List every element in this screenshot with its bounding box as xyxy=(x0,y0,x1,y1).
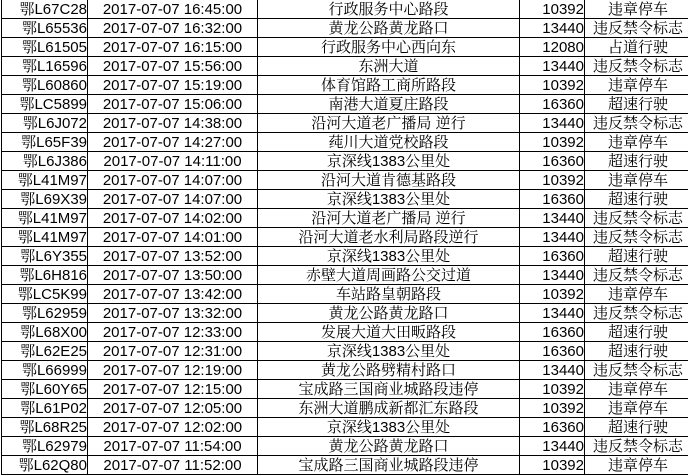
cell-violation-location[interactable]: 沿河大道老广播局 逆行 xyxy=(258,114,520,133)
cell-license-plate[interactable]: 鄂L6J386 xyxy=(2,152,88,171)
cell-violation-location[interactable]: 黄龙公路黄龙路口 xyxy=(258,19,520,38)
cell-violation-type[interactable]: 违章停车 xyxy=(585,171,688,190)
cell-license-plate[interactable]: 鄂L65F39 xyxy=(2,133,88,152)
cell-license-plate[interactable]: 鄂LC5K99 xyxy=(2,285,88,304)
cell-violation-time[interactable]: 2017-07-07 12:02:00 xyxy=(88,418,258,437)
cell-violation-time[interactable]: 2017-07-07 13:42:00 xyxy=(88,285,258,304)
cell-device-code[interactable]: 13440 xyxy=(520,19,585,38)
cell-device-code[interactable]: 13440 xyxy=(520,57,585,76)
cell-license-plate[interactable]: 鄂L62959 xyxy=(2,304,88,323)
cell-device-code[interactable]: 10392 xyxy=(520,0,585,19)
cell-violation-time[interactable]: 2017-07-07 15:19:00 xyxy=(88,76,258,95)
cell-violation-type[interactable]: 违反禁令标志 xyxy=(585,437,688,456)
cell-device-code[interactable]: 10392 xyxy=(520,285,585,304)
cell-violation-time[interactable]: 2017-07-07 14:02:00 xyxy=(88,209,258,228)
cell-violation-location[interactable]: 宝成路三国商业城路段违停 xyxy=(258,380,520,399)
cell-license-plate[interactable]: 鄂L66999 xyxy=(2,361,88,380)
cell-device-code[interactable]: 16360 xyxy=(520,247,585,266)
cell-violation-location[interactable]: 黄龙公路黄龙路口 xyxy=(258,304,520,323)
table-row xyxy=(2,247,688,266)
cell-violation-type[interactable]: 超速行驶 xyxy=(585,152,688,171)
cell-violation-location[interactable]: 发展大道大田畈路段 xyxy=(258,323,520,342)
cell-violation-type[interactable]: 超速行驶 xyxy=(585,190,688,209)
cell-violation-location[interactable]: 赤壁大道周画路公交过道 xyxy=(258,266,520,285)
cell-license-plate[interactable]: 鄂L41M97 xyxy=(2,209,88,228)
cell-violation-location[interactable]: 体育馆路工商所路段 xyxy=(258,76,520,95)
table-row xyxy=(2,209,688,228)
cell-device-code[interactable]: 13440 xyxy=(520,437,585,456)
cell-violation-type[interactable]: 违章停车 xyxy=(585,285,688,304)
cell-violation-time[interactable]: 2017-07-07 12:33:00 xyxy=(88,323,258,342)
cell-violation-location[interactable]: 行政服务中心西向东 xyxy=(258,38,520,57)
cell-license-plate[interactable]: 鄂L16596 xyxy=(2,57,88,76)
cell-violation-location[interactable]: 沿河大道老广播局 逆行 xyxy=(258,209,520,228)
cell-violation-type[interactable]: 违反禁令标志 xyxy=(585,266,688,285)
table-row xyxy=(2,437,688,456)
cell-violation-time[interactable]: 2017-07-07 12:31:00 xyxy=(88,342,258,361)
cell-violation-time[interactable]: 2017-07-07 12:05:00 xyxy=(88,399,258,418)
cell-violation-location[interactable]: 京深线1383公里处 xyxy=(258,190,520,209)
cell-violation-location[interactable]: 车站路皇朝路段 xyxy=(258,285,520,304)
cell-violation-type[interactable]: 违章停车 xyxy=(585,399,688,418)
cell-violation-time[interactable]: 2017-07-07 15:06:00 xyxy=(88,95,258,114)
cell-license-plate[interactable]: 鄂L68X00 xyxy=(2,323,88,342)
cell-violation-type[interactable]: 超速行驶 xyxy=(585,323,688,342)
violations-sheet xyxy=(1,0,688,475)
cell-violation-type[interactable]: 超速行驶 xyxy=(585,418,688,437)
cell-violation-type[interactable]: 违章停车 xyxy=(585,456,688,475)
cell-violation-type[interactable]: 违反禁令标志 xyxy=(585,57,688,76)
cell-device-code[interactable]: 16360 xyxy=(520,152,585,171)
table-row xyxy=(2,133,688,152)
table-row xyxy=(2,361,688,380)
table-row xyxy=(2,38,688,57)
cell-violation-location[interactable]: 宝成路三国商业城路段违停 xyxy=(258,456,520,475)
cell-violation-time[interactable]: 2017-07-07 14:01:00 xyxy=(88,228,258,247)
cell-violation-location[interactable]: 黄龙公路劈精村路口 xyxy=(258,361,520,380)
cell-device-code[interactable]: 10392 xyxy=(520,380,585,399)
cell-violation-location[interactable]: 东洲大道 xyxy=(258,57,520,76)
cell-violation-time[interactable]: 2017-07-07 11:54:00 xyxy=(88,437,258,456)
cell-violation-type[interactable]: 违章停车 xyxy=(585,133,688,152)
cell-license-plate[interactable]: 鄂L60860 xyxy=(2,76,88,95)
cell-license-plate[interactable]: 鄂L62E25 xyxy=(2,342,88,361)
cell-device-code[interactable]: 13440 xyxy=(520,266,585,285)
violations-table-body xyxy=(2,0,688,475)
cell-violation-type[interactable]: 违反禁令标志 xyxy=(585,209,688,228)
table-row xyxy=(2,418,688,437)
cell-violation-type[interactable]: 违反禁令标志 xyxy=(585,114,688,133)
table-row xyxy=(2,228,688,247)
cell-violation-time[interactable]: 2017-07-07 16:15:00 xyxy=(88,38,258,57)
cell-device-code[interactable]: 10392 xyxy=(520,399,585,418)
cell-violation-time[interactable]: 2017-07-07 12:19:00 xyxy=(88,361,258,380)
cell-violation-time[interactable]: 2017-07-07 13:52:00 xyxy=(88,247,258,266)
table-row xyxy=(2,57,688,76)
table-row xyxy=(2,19,688,38)
cell-violation-location[interactable]: 京深线1383公里处 xyxy=(258,152,520,171)
cell-device-code[interactable]: 16360 xyxy=(520,342,585,361)
cell-violation-type[interactable]: 违章停车 xyxy=(585,0,688,19)
cell-violation-type[interactable]: 超速行驶 xyxy=(585,95,688,114)
cell-violation-type[interactable]: 违章停车 xyxy=(585,380,688,399)
cell-violation-type[interactable]: 违反禁令标志 xyxy=(585,361,688,380)
cell-license-plate[interactable]: 鄂L60Y65 xyxy=(2,380,88,399)
cell-device-code[interactable]: 16360 xyxy=(520,95,585,114)
cell-violation-location[interactable]: 行政服务中心路段 xyxy=(258,0,520,19)
cell-violation-time[interactable]: 2017-07-07 14:07:00 xyxy=(88,190,258,209)
cell-violation-time[interactable]: 2017-07-07 16:32:00 xyxy=(88,19,258,38)
table-row xyxy=(2,190,688,209)
cell-license-plate[interactable]: 鄂L41M97 xyxy=(2,171,88,190)
cell-violation-time[interactable]: 2017-07-07 12:15:00 xyxy=(88,380,258,399)
cell-violation-type[interactable]: 违反禁令标志 xyxy=(585,304,688,323)
cell-violation-time[interactable]: 2017-07-07 13:32:00 xyxy=(88,304,258,323)
cell-violation-location[interactable]: 京深线1383公里处 xyxy=(258,418,520,437)
cell-license-plate[interactable]: 鄂L69X39 xyxy=(2,190,88,209)
cell-device-code[interactable]: 10392 xyxy=(520,76,585,95)
cell-license-plate[interactable]: 鄂L6H816 xyxy=(2,266,88,285)
table-row xyxy=(2,323,688,342)
cell-violation-type[interactable]: 超速行驶 xyxy=(585,247,688,266)
cell-license-plate[interactable]: 鄂L6J072 xyxy=(2,114,88,133)
violations-table xyxy=(1,0,688,475)
cell-violation-location[interactable]: 南港大道夏庄路段 xyxy=(258,95,520,114)
cell-license-plate[interactable]: 鄂L62979 xyxy=(2,437,88,456)
cell-violation-location[interactable]: 黄龙公路黄龙路口 xyxy=(258,437,520,456)
cell-device-code[interactable]: 16360 xyxy=(520,323,585,342)
cell-violation-location[interactable]: 沿河大道肯德基路段 xyxy=(258,171,520,190)
cell-license-plate[interactable]: 鄂L41M97 xyxy=(2,228,88,247)
table-row xyxy=(2,0,688,19)
table-row xyxy=(2,285,688,304)
cell-license-plate[interactable]: 鄂L61P02 xyxy=(2,399,88,418)
table-row xyxy=(2,399,688,418)
cell-license-plate[interactable]: 鄂L62Q80 xyxy=(2,456,88,475)
cell-device-code[interactable]: 16360 xyxy=(520,418,585,437)
cell-device-code[interactable]: 13440 xyxy=(520,361,585,380)
cell-device-code[interactable]: 13440 xyxy=(520,209,585,228)
cell-violation-location[interactable]: 东洲大道鹏成新都汇东路段 xyxy=(258,399,520,418)
table-row xyxy=(2,152,688,171)
table-row xyxy=(2,76,688,95)
cell-license-plate[interactable]: 鄂L67C28 xyxy=(2,0,88,19)
table-row xyxy=(2,114,688,133)
cell-violation-time[interactable]: 2017-07-07 14:11:00 xyxy=(88,152,258,171)
cell-license-plate[interactable]: 鄂L61505 xyxy=(2,38,88,57)
cell-violation-type[interactable]: 超速行驶 xyxy=(585,342,688,361)
table-row xyxy=(2,266,688,285)
cell-device-code[interactable]: 10392 xyxy=(520,133,585,152)
table-row xyxy=(2,456,688,475)
cell-device-code[interactable]: 16360 xyxy=(520,190,585,209)
cell-license-plate[interactable]: 鄂LC5899 xyxy=(2,95,88,114)
cell-violation-location[interactable]: 京深线1383公里处 xyxy=(258,247,520,266)
cell-violation-type[interactable]: 违章停车 xyxy=(585,76,688,95)
cell-license-plate[interactable]: 鄂L6Y355 xyxy=(2,247,88,266)
table-row xyxy=(2,380,688,399)
cell-violation-time[interactable]: 2017-07-07 11:52:00 xyxy=(88,456,258,475)
cell-device-code[interactable]: 13440 xyxy=(520,228,585,247)
cell-violation-time[interactable]: 2017-07-07 16:45:00 xyxy=(88,0,258,19)
cell-violation-time[interactable]: 2017-07-07 15:56:00 xyxy=(88,57,258,76)
cell-device-code[interactable]: 13440 xyxy=(520,114,585,133)
cell-violation-time[interactable]: 2017-07-07 14:38:00 xyxy=(88,114,258,133)
cell-violation-type[interactable]: 违反禁令标志 xyxy=(585,228,688,247)
cell-violation-type[interactable]: 违反禁令标志 xyxy=(585,19,688,38)
cell-violation-time[interactable]: 2017-07-07 13:50:00 xyxy=(88,266,258,285)
cell-violation-time[interactable]: 2017-07-07 14:27:00 xyxy=(88,133,258,152)
cell-license-plate[interactable]: 鄂L68R25 xyxy=(2,418,88,437)
cell-device-code[interactable]: 10392 xyxy=(520,456,585,475)
cell-violation-location[interactable]: 莼川大道党校路段 xyxy=(258,133,520,152)
cell-device-code[interactable]: 12080 xyxy=(520,38,585,57)
cell-violation-time[interactable]: 2017-07-07 14:07:00 xyxy=(88,171,258,190)
cell-device-code[interactable]: 13440 xyxy=(520,304,585,323)
table-row xyxy=(2,304,688,323)
table-row xyxy=(2,171,688,190)
cell-device-code[interactable]: 10392 xyxy=(520,171,585,190)
table-row xyxy=(2,95,688,114)
cell-violation-type[interactable]: 占道行驶 xyxy=(585,38,688,57)
cell-violation-location[interactable]: 沿河大道老水利局路段逆行 xyxy=(258,228,520,247)
cell-violation-location[interactable]: 京深线1383公里处 xyxy=(258,342,520,361)
table-row xyxy=(2,342,688,361)
cell-license-plate[interactable]: 鄂L65536 xyxy=(2,19,88,38)
